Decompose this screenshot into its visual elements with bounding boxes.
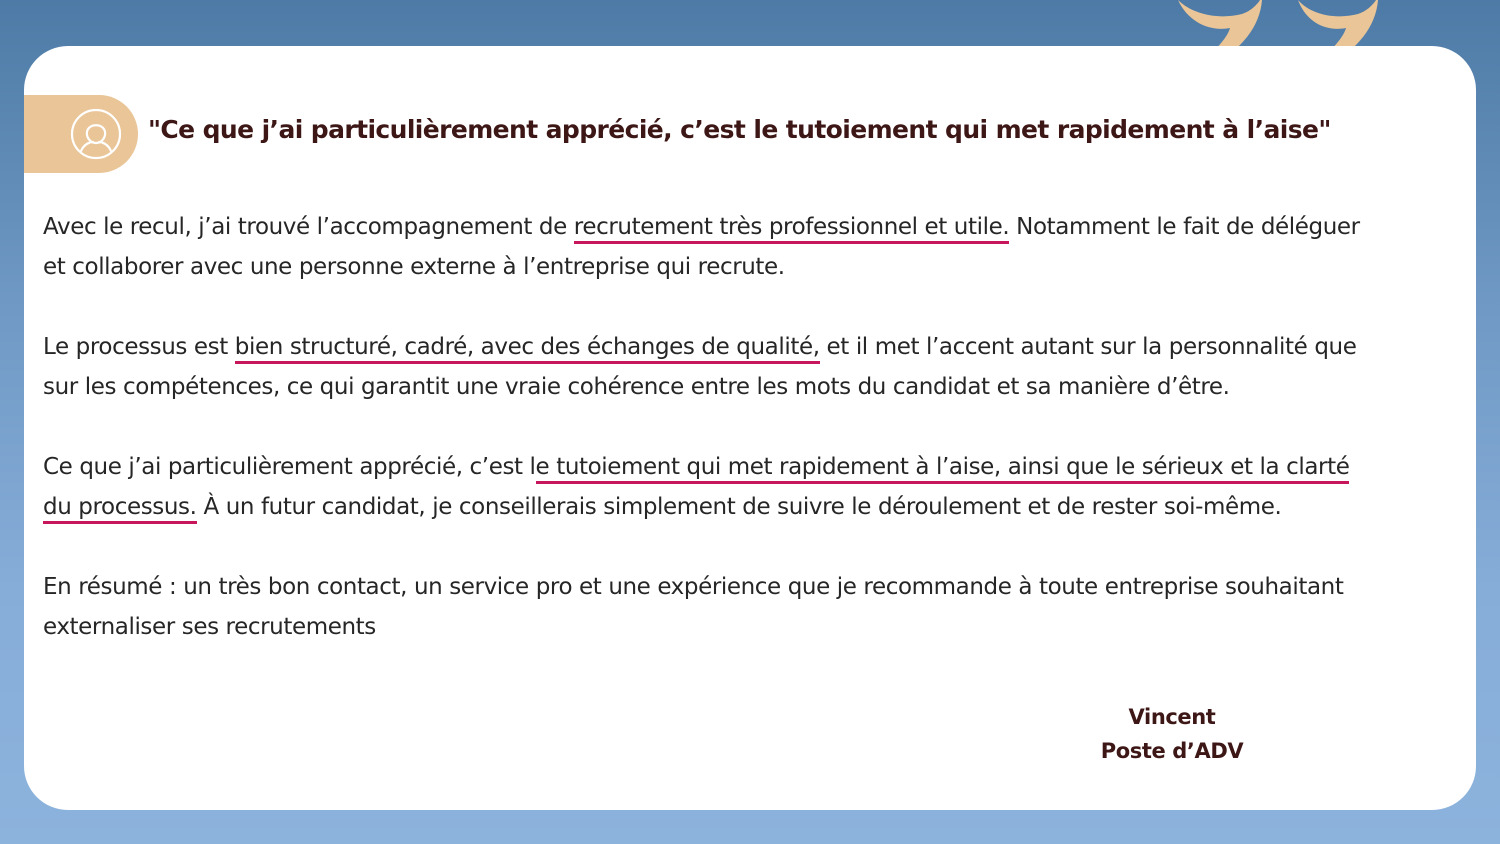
paragraph-3-text-end: À un futur candidat, je conseillerais simplement de suivre le déroulement et de rester soi-même. <box>196 494 1282 520</box>
paragraph-2-highlight: bien structuré, cadré, avec des échanges de qualité, <box>235 334 820 364</box>
paragraph-3-highlight-line1: e tutoiement qui met rapidement à l’aise, ainsi que le sérieux et la clarté <box>536 454 1350 484</box>
paragraph-4-line1: En résumé : un très bon contact, un service pro et une expérience que je recommande à toute entreprise souhaitant <box>43 574 1344 600</box>
paragraph-1 <box>43 207 1453 287</box>
author-role: Poste d’ADV <box>1100 739 1244 763</box>
paragraph-2-text-start: Le processus est <box>43 334 235 360</box>
paragraph-3 <box>43 447 1453 527</box>
paragraph-1-text-start: Avec le recul, j’ai trouvé l’accompagnement de <box>43 214 574 240</box>
testimonial-headline: "Ce que j’ai particulièrement apprécié, c’est le tutoiement qui met rapidement à l’aise" <box>148 115 1331 144</box>
testimonial-body <box>43 207 1453 687</box>
paragraph-1-text-line2: et collaborer avec une personne externe à l’entreprise qui recrute. <box>43 254 785 280</box>
testimonial-card <box>24 46 1476 810</box>
paragraph-2 <box>43 327 1453 407</box>
paragraph-1-highlight: recrutement très professionnel et utile. <box>574 214 1009 244</box>
author-signature <box>1072 700 1272 768</box>
user-avatar-icon <box>70 108 122 160</box>
paragraph-4 <box>43 567 1453 647</box>
paragraph-2-text-line2: sur les compétences, ce qui garantit une vraie cohérence entre les mots du candidat et sa manière d’être. <box>43 374 1230 400</box>
paragraph-3-text-start: Ce que j’ai particulièrement apprécié, c’est l <box>43 454 536 480</box>
avatar-badge <box>24 95 138 173</box>
paragraph-3-highlight-line2: du processus. <box>43 494 197 524</box>
paragraph-4-line2: externaliser ses recrutements <box>43 614 376 640</box>
paragraph-1-text-end: Notamment le fait de déléguer <box>1009 214 1360 240</box>
author-name: Vincent <box>1128 705 1216 729</box>
paragraph-2-text-end: et il met l’accent autant sur la personnalité que <box>819 334 1357 360</box>
